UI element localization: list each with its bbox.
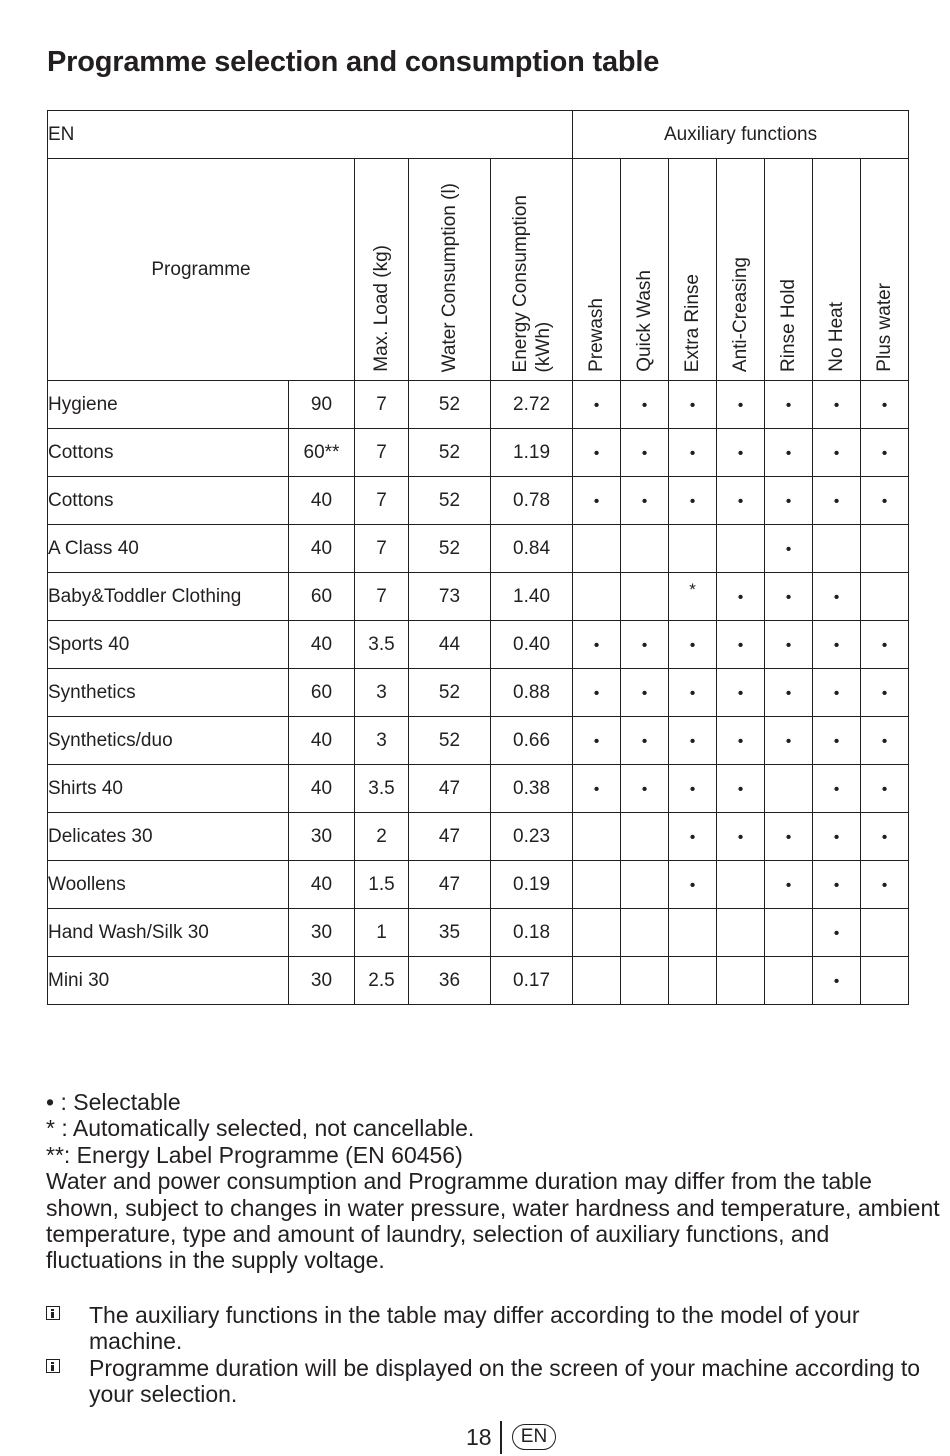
aux-cell <box>669 381 717 429</box>
aux-cell <box>621 621 669 669</box>
aux-cell <box>621 861 669 909</box>
programme-name: Synthetics <box>48 669 289 717</box>
aux-cell <box>621 429 669 477</box>
water-consumption-cell: 47 <box>409 861 491 909</box>
selectable-mark: • <box>833 828 840 846</box>
selectable-mark: • <box>785 396 792 414</box>
aux-cell <box>573 765 621 813</box>
max-load-cell: 1.5 <box>355 861 409 909</box>
selectable-mark: • <box>737 492 744 510</box>
language-label: EN <box>48 111 573 159</box>
water-consumption-cell: 52 <box>409 429 491 477</box>
aux-cell <box>669 765 717 813</box>
selectable-mark: • <box>689 828 696 846</box>
water-consumption-cell: 52 <box>409 477 491 525</box>
selectable-mark: • <box>689 396 696 414</box>
aux-cell <box>621 525 669 573</box>
aux-header-plus-water <box>861 159 909 381</box>
selectable-mark: • <box>881 684 888 702</box>
table-row <box>48 573 909 621</box>
aux-cell <box>717 813 765 861</box>
aux-cell <box>861 717 909 765</box>
aux-cell <box>861 765 909 813</box>
page-title: Programme selection and consumption table <box>47 46 660 78</box>
programme-name: Sports 40 <box>48 621 289 669</box>
water-consumption-cell: 47 <box>409 765 491 813</box>
water-consumption-header <box>409 159 491 381</box>
aux-cell <box>717 381 765 429</box>
aux-cell <box>813 765 861 813</box>
programme-name: Cottons <box>48 477 289 525</box>
aux-cell <box>717 621 765 669</box>
temperature-cell: 30 <box>289 813 355 861</box>
info-icon <box>46 1306 60 1320</box>
temperature-cell: 60 <box>289 669 355 717</box>
aux-cell <box>669 573 717 621</box>
aux-cell <box>669 525 717 573</box>
max-load-cell: 7 <box>355 381 409 429</box>
selectable-mark: • <box>881 828 888 846</box>
selectable-mark: • <box>881 444 888 462</box>
aux-cell <box>573 909 621 957</box>
max-load-cell: 3.5 <box>355 765 409 813</box>
selectable-mark: • <box>641 732 648 750</box>
energy-consumption-cell: 0.19 <box>491 861 573 909</box>
max-load-cell: 2 <box>355 813 409 861</box>
aux-cell <box>813 477 861 525</box>
programme-name: A Class 40 <box>48 525 289 573</box>
max-load-header <box>355 159 409 381</box>
aux-cell <box>813 669 861 717</box>
max-load-cell: 3 <box>355 669 409 717</box>
aux-cell <box>669 621 717 669</box>
selectable-mark: • <box>641 444 648 462</box>
max-load-cell: 7 <box>355 525 409 573</box>
selectable-mark: • <box>785 636 792 654</box>
aux-cell <box>573 429 621 477</box>
water-consumption-cell: 52 <box>409 525 491 573</box>
selectable-mark: • <box>689 444 696 462</box>
aux-cell <box>813 381 861 429</box>
aux-cell <box>813 621 861 669</box>
selectable-mark: • <box>833 588 840 606</box>
table-row <box>48 813 909 861</box>
selectable-mark: • <box>641 396 648 414</box>
aux-cell <box>813 957 861 1005</box>
temperature-cell: 30 <box>289 957 355 1005</box>
energy-consumption-cell: 0.17 <box>491 957 573 1005</box>
selectable-mark: • <box>641 684 648 702</box>
selectable-mark: • <box>881 732 888 750</box>
info-note <box>46 1302 941 1355</box>
aux-header-extra-rinse <box>669 159 717 381</box>
programme-name: Synthetics/duo <box>48 717 289 765</box>
table-row <box>48 909 909 957</box>
aux-cell <box>765 909 813 957</box>
aux-cell <box>717 525 765 573</box>
aux-cell <box>813 429 861 477</box>
selectable-mark: • <box>833 636 840 654</box>
energy-consumption-cell: 1.19 <box>491 429 573 477</box>
info-note-text: Programme duration will be displayed on the screen of your machine according to your selection. <box>89 1355 920 1408</box>
max-load-cell: 7 <box>355 573 409 621</box>
selectable-mark: • <box>593 732 600 750</box>
selectable-mark: • <box>785 684 792 702</box>
selectable-mark: • <box>689 876 696 894</box>
auto-selected-mark: * <box>689 579 696 599</box>
selectable-mark: • <box>833 684 840 702</box>
aux-cell <box>669 813 717 861</box>
aux-cell <box>861 477 909 525</box>
energy-consumption-cell: 0.40 <box>491 621 573 669</box>
aux-cell <box>573 813 621 861</box>
water-consumption-label: Water Consumption (l) <box>439 182 460 372</box>
selectable-mark: • <box>689 684 696 702</box>
energy-label-line1: Energy Consumption <box>509 194 531 372</box>
selectable-mark: • <box>881 492 888 510</box>
aux-label: Anti-Creasing <box>730 256 752 372</box>
aux-cell <box>717 717 765 765</box>
selectable-mark: • <box>737 396 744 414</box>
energy-consumption-cell: 0.78 <box>491 477 573 525</box>
selectable-mark: • <box>737 780 744 798</box>
table-row <box>48 621 909 669</box>
aux-header-anti-creasing <box>717 159 765 381</box>
aux-cell <box>765 621 813 669</box>
selectable-mark: • <box>785 588 792 606</box>
aux-cell <box>573 717 621 765</box>
energy-consumption-cell: 0.23 <box>491 813 573 861</box>
selectable-mark: • <box>785 876 792 894</box>
aux-label: Prewash <box>586 298 608 372</box>
max-load-label: Max. Load (kg) <box>371 245 392 372</box>
aux-label: Rinse Hold <box>778 279 800 372</box>
programme-header: Programme <box>48 159 355 381</box>
table-row <box>48 765 909 813</box>
selectable-mark: • <box>593 684 600 702</box>
energy-consumption-cell: 0.38 <box>491 765 573 813</box>
programme-name: Delicates 30 <box>48 813 289 861</box>
aux-cell <box>813 717 861 765</box>
aux-cell <box>813 861 861 909</box>
aux-cell <box>861 813 909 861</box>
max-load-cell: 3.5 <box>355 621 409 669</box>
programme-name: Mini 30 <box>48 957 289 1005</box>
aux-cell <box>765 477 813 525</box>
aux-cell <box>573 525 621 573</box>
aux-cell <box>813 909 861 957</box>
max-load-cell: 3 <box>355 717 409 765</box>
aux-cell <box>717 477 765 525</box>
selectable-mark: • <box>593 780 600 798</box>
page-number: 18 <box>466 1424 492 1450</box>
aux-cell <box>813 813 861 861</box>
selectable-mark: • <box>833 780 840 798</box>
aux-cell <box>861 525 909 573</box>
aux-cell <box>717 765 765 813</box>
aux-header-rinse-hold <box>765 159 813 381</box>
aux-header-quick-wash <box>621 159 669 381</box>
temperature-cell: 60 <box>289 573 355 621</box>
water-consumption-cell: 52 <box>409 381 491 429</box>
water-consumption-cell: 47 <box>409 813 491 861</box>
aux-cell <box>717 861 765 909</box>
aux-cell <box>621 573 669 621</box>
aux-cell <box>861 429 909 477</box>
aux-cell <box>813 573 861 621</box>
table-row <box>48 525 909 573</box>
programme-table <box>47 110 909 1005</box>
temperature-cell: 90 <box>289 381 355 429</box>
selectable-mark: • <box>593 636 600 654</box>
aux-cell <box>813 525 861 573</box>
aux-cell <box>717 429 765 477</box>
aux-cell <box>669 861 717 909</box>
legend-selectable: • : Selectable <box>46 1089 181 1115</box>
aux-cell <box>861 861 909 909</box>
aux-cell <box>765 525 813 573</box>
water-consumption-cell: 36 <box>409 957 491 1005</box>
aux-cell <box>621 957 669 1005</box>
aux-cell <box>717 909 765 957</box>
aux-cell <box>621 381 669 429</box>
water-consumption-cell: 35 <box>409 909 491 957</box>
energy-consumption-label <box>509 195 555 372</box>
aux-cell <box>621 813 669 861</box>
temperature-cell: 30 <box>289 909 355 957</box>
legend-automatic: * : Automatically selected, not cancellable. <box>46 1115 475 1142</box>
selectable-mark: • <box>785 732 792 750</box>
aux-header-no-heat <box>813 159 861 381</box>
energy-consumption-cell: 0.84 <box>491 525 573 573</box>
selectable-mark: • <box>737 684 744 702</box>
aux-cell <box>573 861 621 909</box>
aux-cell <box>861 621 909 669</box>
aux-cell <box>765 381 813 429</box>
table-row <box>48 717 909 765</box>
aux-cell <box>765 669 813 717</box>
auxiliary-functions-header: Auxiliary functions <box>573 111 909 159</box>
max-load-cell: 2.5 <box>355 957 409 1005</box>
column-header-row <box>48 159 909 381</box>
selectable-mark: • <box>881 636 888 654</box>
selectable-mark: • <box>833 924 840 942</box>
info-note-text: The auxiliary functions in the table may differ according to the model of your machine. <box>89 1302 860 1355</box>
aux-cell <box>717 669 765 717</box>
aux-cell <box>717 957 765 1005</box>
energy-consumption-cell: 0.88 <box>491 669 573 717</box>
programme-name: Cottons <box>48 429 289 477</box>
selectable-mark: • <box>689 636 696 654</box>
aux-cell <box>573 621 621 669</box>
selectable-mark: • <box>881 396 888 414</box>
selectable-mark: • <box>593 396 600 414</box>
selectable-mark: • <box>689 492 696 510</box>
info-note <box>46 1355 941 1408</box>
aux-label: Extra Rinse <box>682 273 704 372</box>
aux-cell <box>765 765 813 813</box>
aux-cell <box>765 957 813 1005</box>
selectable-mark: • <box>785 828 792 846</box>
selectable-mark: • <box>641 780 648 798</box>
selectable-mark: • <box>737 636 744 654</box>
max-load-cell: 1 <box>355 909 409 957</box>
table-row <box>48 429 909 477</box>
energy-consumption-cell: 1.40 <box>491 573 573 621</box>
selectable-mark: • <box>641 492 648 510</box>
temperature-cell: 60** <box>289 429 355 477</box>
energy-consumption-header <box>491 159 573 381</box>
water-consumption-cell: 52 <box>409 717 491 765</box>
programme-name: Hand Wash/Silk 30 <box>48 909 289 957</box>
selectable-mark: • <box>833 492 840 510</box>
aux-cell <box>861 909 909 957</box>
aux-cell <box>621 909 669 957</box>
aux-cell <box>669 669 717 717</box>
aux-cell <box>621 669 669 717</box>
programme-name: Shirts 40 <box>48 765 289 813</box>
aux-cell <box>573 477 621 525</box>
selectable-mark: • <box>881 876 888 894</box>
aux-cell <box>669 477 717 525</box>
temperature-cell: 40 <box>289 717 355 765</box>
aux-cell <box>621 717 669 765</box>
energy-consumption-cell: 0.66 <box>491 717 573 765</box>
water-consumption-cell: 52 <box>409 669 491 717</box>
selectable-mark: • <box>785 444 792 462</box>
language-badge: EN <box>512 1424 556 1450</box>
energy-consumption-cell: 0.18 <box>491 909 573 957</box>
selectable-mark: • <box>737 588 744 606</box>
table-header-row <box>48 111 909 159</box>
selectable-mark: • <box>833 732 840 750</box>
selectable-mark: • <box>641 636 648 654</box>
table-row <box>48 381 909 429</box>
aux-cell <box>669 717 717 765</box>
aux-header-prewash <box>573 159 621 381</box>
aux-cell <box>765 861 813 909</box>
selectable-mark: • <box>785 492 792 510</box>
selectable-mark: • <box>737 732 744 750</box>
footer-divider <box>500 1421 502 1454</box>
aux-cell <box>765 429 813 477</box>
aux-cell <box>717 573 765 621</box>
table-row <box>48 957 909 1005</box>
aux-cell <box>861 381 909 429</box>
selectable-mark: • <box>737 828 744 846</box>
page-footer <box>0 1421 950 1455</box>
aux-cell <box>861 669 909 717</box>
aux-label: Plus water <box>874 283 896 372</box>
aux-label: No Heat <box>826 302 848 372</box>
selectable-mark: • <box>785 540 792 558</box>
selectable-mark: • <box>593 492 600 510</box>
max-load-cell: 7 <box>355 429 409 477</box>
programme-name: Hygiene <box>48 381 289 429</box>
max-load-cell: 7 <box>355 477 409 525</box>
selectable-mark: • <box>737 444 744 462</box>
aux-cell <box>669 909 717 957</box>
consumption-disclaimer: Water and power consumption and Programme duration may differ from the table shown, subject to changes in water pressure, water hardness and temperature, ambient temperature, type and amount of laundry, selection of auxiliary functions, and fluctuations in the supply voltage. <box>46 1168 940 1274</box>
selectable-mark: • <box>833 396 840 414</box>
water-consumption-cell: 44 <box>409 621 491 669</box>
table-row <box>48 477 909 525</box>
info-icon <box>46 1359 60 1373</box>
temperature-cell: 40 <box>289 861 355 909</box>
aux-cell <box>669 957 717 1005</box>
water-consumption-cell: 73 <box>409 573 491 621</box>
selectable-mark: • <box>833 876 840 894</box>
legend-notes <box>46 1089 941 1274</box>
aux-cell <box>621 477 669 525</box>
table-row <box>48 669 909 717</box>
energy-consumption-cell: 2.72 <box>491 381 573 429</box>
table-row <box>48 861 909 909</box>
selectable-mark: • <box>593 444 600 462</box>
aux-cell <box>861 957 909 1005</box>
temperature-cell: 40 <box>289 525 355 573</box>
selectable-mark: • <box>833 972 840 990</box>
aux-cell <box>669 429 717 477</box>
aux-cell <box>573 669 621 717</box>
aux-cell <box>573 957 621 1005</box>
temperature-cell: 40 <box>289 765 355 813</box>
aux-cell <box>573 381 621 429</box>
legend-energy-label: **: Energy Label Programme (EN 60456) <box>46 1141 463 1168</box>
aux-cell <box>861 573 909 621</box>
temperature-cell: 40 <box>289 477 355 525</box>
energy-label-line2: (kWh) <box>532 321 554 372</box>
programme-name: Baby&Toddler Clothing <box>48 573 289 621</box>
aux-label: Quick Wash <box>634 270 656 372</box>
temperature-cell: 40 <box>289 621 355 669</box>
aux-cell <box>765 813 813 861</box>
programme-name: Woollens <box>48 861 289 909</box>
aux-cell <box>765 573 813 621</box>
aux-cell <box>573 573 621 621</box>
selectable-mark: • <box>881 780 888 798</box>
selectable-mark: • <box>833 444 840 462</box>
selectable-mark: • <box>689 780 696 798</box>
aux-cell <box>621 765 669 813</box>
aux-cell <box>765 717 813 765</box>
selectable-mark: • <box>689 732 696 750</box>
